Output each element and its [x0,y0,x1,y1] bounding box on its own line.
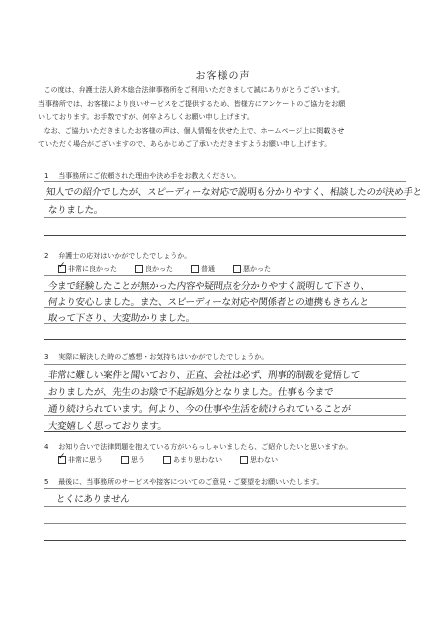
answer-area-1 [44,181,423,237]
answer-line [44,235,406,236]
handwritten-answer: 取って下さり、大変助かりました。 [47,313,196,324]
checkbox[interactable] [240,456,248,464]
answer-line [44,398,406,399]
page-title: お客様の声 [195,71,251,82]
answer-line [44,217,406,218]
option-strongly-agree[interactable]: ✓ 非常に思う [58,455,103,465]
intro-line: この度は、弁護士法人鈴木総合法律事務所をご利用いただきまして誠にありがとうございます。 [43,86,345,94]
handwritten-answer: 今まで経験したことが無かった内容や疑問点を分かりやすく説明して下さり、 [47,281,371,292]
checkbox[interactable] [135,265,143,273]
handwritten-answer: とくにありません [55,494,131,505]
checkbox[interactable] [233,265,241,273]
handwritten-answer: 通り続けられています。何より、今の仕事や生活を続けられていることが [47,404,352,415]
option-disagree[interactable]: 思わない [240,455,278,465]
intro-line: 当事務所では、お客様により良いサービスをご提供するため、皆様方にアンケートのご協力をお願 [38,99,346,108]
question-4 [44,442,352,452]
question-text: お知り合いで法律問題を抱えている方がいらっしゃいましたら、ご紹介したいと思いますか。 [58,443,353,451]
answer-line [44,181,406,182]
answer-line [44,506,406,507]
handwritten-answer: 大変嬉しく思っております。 [47,421,168,432]
answer-line [44,364,406,365]
answer-line [44,523,406,524]
answer-area-2 [44,275,406,341]
answer-line [44,339,406,340]
question-text: 弁護士の応対はいかがでしたでしょうか。 [58,252,192,260]
option-very-good[interactable]: ✓ 非常に良かった [58,264,117,274]
intro-line: いしております。お手数ですが、何卒よろしくお願い申し上げます。 [38,113,254,121]
answer-area-5 [44,488,406,542]
intro-line: なお、ご協力いただきましたお客様の声は、個人情報を伏せた上で、ホームページ上に掲載させ [43,126,345,135]
question-number: 2 [44,252,49,260]
question-number: 4 [44,443,49,451]
question-1 [44,171,240,181]
answer-area-3 [44,364,406,432]
handwritten-answer: おりましたが、先生のお陰で不起訴処分となりました。仕事も今まで [47,387,334,398]
answer-line [44,415,406,416]
checkbox[interactable] [191,265,199,273]
question-number: 3 [44,353,49,361]
rating-options-2 [58,264,289,274]
answer-line [44,199,406,200]
question-text: 最後に、当事務所のサービスや接客についてのご意見・ご要望をお願いいたします。 [58,478,324,486]
handwritten-answer: 知人での紹介でしたが、スピーディーな対応で説明も分かりやすく、相談したのが決め手と [45,187,423,198]
intro-text [38,84,416,152]
checkbox[interactable] [121,456,129,464]
handwritten-answer: 非常に難しい案件と聞いており、正直、会社は必ず、刑事的制裁を覚悟して [47,370,361,381]
option-bad[interactable]: 悪かった [233,264,271,274]
option-normal[interactable]: 普通 [191,264,215,274]
question-text: 当事務所にご依頼された理由や決め手をお教えください。 [58,172,241,180]
checkbox[interactable] [163,456,171,464]
checkbox-checked[interactable] [58,456,66,464]
answer-line [44,540,406,541]
answer-line [44,381,406,382]
option-good[interactable]: 良かった [135,264,173,274]
handwritten-answer: 何より安心しました。また、スピーディーな対応や関係者との連携もきちんと [47,297,370,308]
question-3 [44,352,268,362]
answer-line [44,275,406,276]
question-text: 実際に解決した時のご感想・お気持ちはいかがでしたでしょうか。 [58,353,269,361]
question-5 [44,477,324,487]
checkbox-checked[interactable] [58,265,66,273]
question-number: 5 [44,478,49,486]
option-somewhat-disagree[interactable]: あまり思わない [163,455,222,465]
intro-line: ていただく場合がございますので、あらかじめご了承いただきますようお願い申し上げます。 [38,140,332,148]
answer-line [44,488,406,489]
question-number: 1 [44,172,49,180]
question-2 [44,251,191,261]
rating-options-4 [58,455,296,465]
option-agree[interactable]: 思う [121,455,145,465]
handwritten-answer: なりました。 [47,205,104,216]
